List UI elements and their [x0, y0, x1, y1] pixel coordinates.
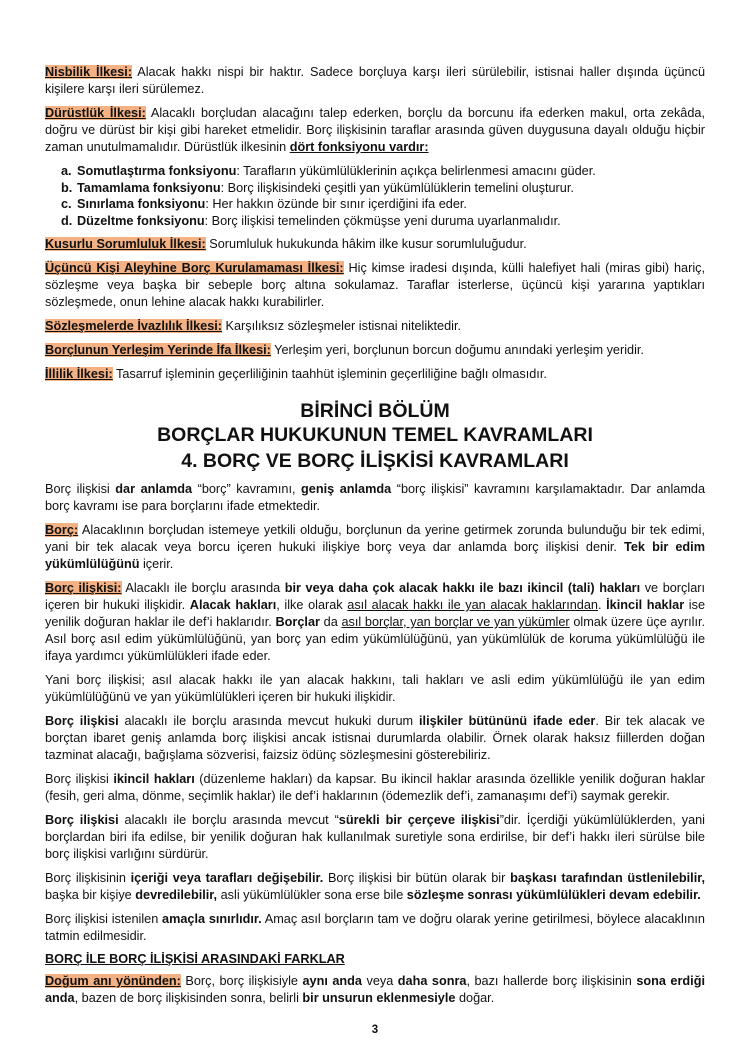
- text-run: doğar.: [455, 991, 495, 1005]
- list-item: [45, 213, 705, 230]
- illilik-term: İllilik İlkesi:: [45, 367, 113, 381]
- list-item: [45, 163, 705, 180]
- bold-run: bir veya daha çok alacak hakkı ile bazı ikincil (tali) hakları: [284, 581, 641, 595]
- bold-run: başkası tarafından üstlenilebilir,: [510, 871, 705, 885]
- text-run: Amaç asıl borçların tam ve doğru olarak yerine getirilmesi, böylece alacaklının tatmin edilmesidir.: [45, 912, 705, 943]
- ucuncu-kisi-paragraph: [45, 260, 705, 311]
- function-text: : Tarafların yükümlülüklerinin açıkça belirlenmesi amacını güder.: [236, 164, 596, 178]
- bold-run: Borç ilişkisi: [45, 813, 119, 827]
- list-marker: a.: [61, 164, 72, 178]
- bold-run: Tek bir edim yükümlülüğünü: [45, 540, 705, 571]
- text-run: başka bir kişiye: [45, 888, 136, 902]
- nisbilik-term: Nisbilik İlkesi:: [45, 65, 133, 79]
- illilik-text: Tasarruf işleminin geçerliliğinin taahhüt işleminin geçerliliğine bağlı olmasıdır.: [112, 367, 547, 381]
- bold-run: devredilebilir,: [135, 888, 218, 902]
- yerlesim-paragraph: [45, 342, 705, 359]
- bold-run: bir unsurun eklenmesiyle: [302, 991, 456, 1005]
- text-run: , ilke olarak: [276, 598, 348, 612]
- section-heading: 4. BORÇ VE BORÇ İLİŞKİSİ KAVRAMLARI: [181, 450, 569, 472]
- bold-run: ilişkiler bütününü ifade eder: [419, 714, 596, 728]
- text-run: da: [319, 615, 342, 629]
- ikincil-haklar-paragraph: [45, 771, 705, 805]
- function-text: : Borç ilişkisindeki çeşitli yan yükümlülüklerin temelini oluşturur.: [220, 180, 574, 195]
- text-run: Borç ilişkisi istenilen: [45, 912, 163, 926]
- borc-iliskisi-paragraph: [45, 580, 705, 665]
- text-run: alacaklı ile borçlu arasında mevcut “: [118, 813, 339, 827]
- text-run: Borç, borç ilişkisiyle: [180, 974, 303, 988]
- kusurlu-term: Kusurlu Sorumluluk İlkesi:: [45, 237, 206, 251]
- chapter-heading: [45, 399, 705, 473]
- text-run: Borç ilişkisi bir bütün olarak bir: [323, 871, 511, 885]
- kusurlu-paragraph: [45, 236, 705, 253]
- borc-term: Borç:: [45, 523, 79, 537]
- text-run: alacaklı ile borçlu arasında mevcut hukuki durum: [118, 714, 420, 728]
- durustluk-emphasis: dört fonksiyonu vardır:: [289, 140, 429, 154]
- text-run: Borç ilişkisi: [45, 772, 114, 786]
- cerceve-iliskisi-paragraph: [45, 812, 705, 863]
- text-run: , bazen de borç ilişkisinden sonra, belirli: [74, 991, 303, 1005]
- yerlesim-term: Borçlunun Yerleşim Yerinde İfa İlkesi:: [45, 343, 271, 357]
- text-run: asli yükümlülükler sona erse bile: [217, 888, 407, 902]
- underlined-run: asıl borçlar, yan borçlar ve yan yükümler: [341, 615, 570, 629]
- bold-run: içeriği veya tarafları değişebilir.: [130, 871, 324, 885]
- function-list: [45, 163, 705, 229]
- nisbilik-paragraph: [45, 64, 705, 98]
- text-run: (düzenleme hakları) da kapsar. Bu ikincil haklar arasında özellikle yenilik doğuran haklar (fesih, geri alma, dönme, seçimlik haklar) ile def’i haklarının (ödemezlik def’i, zamanaşımı def’i) saymak gerekir.: [45, 772, 705, 803]
- bold-run: İkincil haklar: [606, 598, 685, 612]
- ucuncu-kisi-text: Hiç kimse iradesi dışında, külli halefiyet hali (miras gibi) hariç, sözleşme veya başka bir sebeple borç altına sokulamaz. Taraflar isterlerse, üçüncü kişi yararına yaptıkları sözleşmede, onun lehine alacak hakkı kurabilirler.: [45, 261, 706, 309]
- text-run: Borç ilişkisi: [45, 482, 116, 496]
- kusurlu-text: Sorumluluk hukukunda hâkim ilke kusur sorumluluğudur.: [205, 237, 527, 251]
- list-marker: d.: [61, 213, 73, 228]
- list-marker: b.: [61, 180, 73, 195]
- text-run: Borç ilişkisinin: [45, 871, 131, 885]
- text-run: ”dir. İçerdiği yükümlülüklerden, yani borçlardan biri ifa edilse, bir yenilik doğuran hak kullanılmak suretiyle sona erdirilse, bir def’i hakkı ileri sürülse bile borç ilişkisi varlığını sürdürür.: [45, 813, 705, 861]
- ivazlilik-text: Karşılıksız sözleşmeler istisnai niteliktedir.: [222, 319, 462, 333]
- function-text: : Her hakkın özünde bir sınır içerdiğini ifa eder.: [205, 197, 467, 211]
- function-text: : Borç ilişkisi temelinden çökmüşse yeni duruma uyarlanmalıdır.: [204, 213, 561, 228]
- text-run: Alacaklının borçludan istemeye yetkili olduğu, borçlunun da yerine getirmek zorunda bulunduğu bir tek edimi, yani bir tek alacak veya borcu içeren hukuki ilişkiye borç veya dar anlamda borç ilişkisi denir.: [45, 523, 705, 554]
- bold-run: ikincil hakları: [113, 772, 195, 786]
- definition-paragraph: [45, 481, 705, 515]
- text-run: ve borçları içeren bir hukuki ilişkidir.: [45, 581, 706, 612]
- text-run: “borç” kavramını,: [192, 482, 302, 496]
- ucuncu-kisi-term: Üçüncü Kişi Aleyhine Borç Kurulamaması İlkesi:: [45, 261, 344, 275]
- iliskiler-butunu-paragraph: [45, 713, 705, 764]
- yerlesim-text: Yerleşim yeri, borçlunun borcun doğumu anındaki yerleşim yeridir.: [270, 343, 644, 357]
- text-run: , bazı hallerde borç ilişkisinin: [466, 974, 637, 988]
- bold-run: sürekli bir çerçeve ilişkisi: [338, 813, 500, 827]
- bold-run: Borç ilişkisi: [45, 714, 119, 728]
- list-item: [45, 180, 705, 197]
- text-run: içerir.: [139, 557, 174, 571]
- bold-run: aynı anda: [302, 974, 362, 988]
- durustluk-text: Alacaklı borçludan alacağını talep ederken, borçlu da borcunu ifa ederken makul, orta zekâda, doğru ve dürüst bir kişi gibi hareket etmelidir. Borç ilişkisinin taraflar arasında güven duygusuna dayalı olduğu hiçbir zaman unutulmamalıdır. Dürüstlük ilkesinin: [45, 106, 705, 154]
- chapter-subtitle: BORÇLAR HUKUKUNUN TEMEL KAVRAMLARI: [157, 424, 593, 446]
- text-run: .: [597, 598, 607, 612]
- ivazlilik-term: Sözleşmelerde İvazlılık İlkesi:: [45, 319, 223, 333]
- summary-paragraph: Yani borç ilişkisi; asıl alacak hakkı ile yan alacak hakkını, tali hakları ve asli edim yükümlülüğü ile yan edim yükümlülüğünü ve yan yükümlülükleri içeren bir hukuki ilişkidir.: [45, 673, 705, 704]
- durustluk-term: Dürüstlük İlkesi:: [45, 106, 146, 120]
- text-run: olmak üzere üçe ayrılır. Asıl borç asıl edim yükümlülüğünü, yan borç yan edim yükümlülüğünü, yan yükümlülük de koruma yükümlülüğü ile ifaya yardımcı yükümlülükleri ifade eder.: [45, 615, 706, 663]
- borc-paragraph: [45, 522, 705, 573]
- function-name: Tamamlama fonksiyonu: [77, 180, 221, 195]
- ivazlilik-paragraph: [45, 318, 705, 335]
- bold-run: amaçla sınırlıdır.: [162, 912, 262, 926]
- list-marker: c.: [61, 197, 72, 211]
- text-run: . Bir tek alacak ve borçtan ibaret geniş anlamda borç ilişkisi ancak istisnai durumlarda olabilir. Örnek olarak haksız fiillerden doğan tazminat alacağı, bağışlama sözverisi, faizsiz ödünç sözleşmesini gösterebiliriz.: [45, 714, 705, 762]
- bold-run: sona erdiği anda: [45, 974, 705, 1005]
- bold-run: sözleşme sonrası yükümlülükleri devam edebilir.: [406, 888, 701, 902]
- list-item: [45, 196, 705, 213]
- function-name: Sınırlama fonksiyonu: [77, 197, 206, 211]
- bold-run: geniş anlamda: [301, 482, 392, 496]
- illilik-paragraph: [45, 366, 705, 383]
- differences-section-title: BORÇ İLE BORÇ İLİŞKİSİ ARASINDAKİ FARKLAR: [45, 952, 345, 966]
- bold-run: dar anlamda: [115, 482, 193, 496]
- degisebilir-paragraph: [45, 870, 705, 904]
- document-page: [45, 64, 705, 1014]
- bold-run: Borçlar: [275, 615, 320, 629]
- text-run: veya: [361, 974, 398, 988]
- dogum-ani-paragraph: [45, 973, 705, 1007]
- text-run: Alacaklı ile borçlu arasında: [121, 581, 285, 595]
- amac-paragraph: [45, 911, 705, 945]
- text-run: ise yenilik doğuran haklar ile def’i haklarıdır.: [45, 598, 705, 629]
- text-run: “borç ilişkisi” kavramını karşılamaktadır. Dar anlamda borç kavramı ise para borçlarını ifade etmektedir.: [45, 482, 706, 513]
- borc-iliskisi-term: Borç ilişkisi:: [45, 581, 122, 595]
- bold-run: Alacak hakları: [189, 598, 277, 612]
- dogum-ani-term: Doğum anı yönünden:: [45, 974, 181, 988]
- durustluk-paragraph: [45, 105, 705, 156]
- chapter-title: BİRİNCİ BÖLÜM: [300, 400, 450, 422]
- function-name: Somutlaştırma fonksiyonu: [77, 164, 237, 178]
- nisbilik-text: Alacak hakkı nispi bir haktır. Sadece borçluya karşı ileri sürülebilir, istisnai haller dışında üçüncü kişilere karşı ileri sürülemez.: [45, 65, 705, 96]
- function-name: Düzeltme fonksiyonu: [77, 213, 205, 228]
- bold-run: daha sonra: [397, 974, 467, 988]
- page-number: 3: [371, 1024, 379, 1036]
- underlined-run: asıl alacak hakkı ile yan alacak haklarından: [347, 598, 598, 612]
